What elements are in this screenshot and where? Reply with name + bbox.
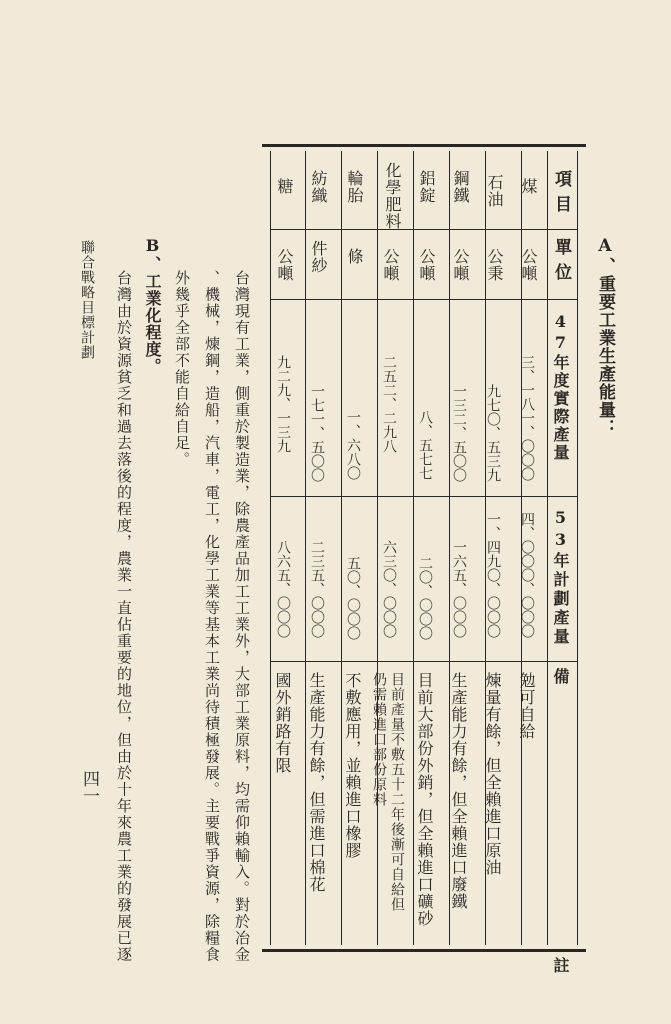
row-item-coal: 煤 — [519, 178, 538, 195]
row-plan: 一、四九〇、〇〇〇 — [485, 512, 501, 638]
row-remarks: 國外銷路有限 — [273, 672, 292, 774]
row-remarks: 煉量有餘，但全賴進口原油 — [483, 672, 502, 876]
row-unit: 公噸 — [381, 248, 400, 282]
header-plan: 53年計劃產量 — [551, 508, 570, 647]
row-plan: 一六五、〇〇〇 — [451, 540, 467, 638]
row-item-sugar: 糖 — [275, 178, 294, 195]
row-remarks: 生產能力有餘，但需進口棉花 — [307, 672, 326, 893]
footer-title: 聯合戰略目標計劃 — [79, 240, 95, 360]
row-actual: 九二九、一三九 — [275, 355, 291, 453]
paragraph-line: 台灣現有工業，側重於製造業，除農產品加工工業外，大部工業原料，均需仰賴輸入。對於冶金 — [233, 270, 251, 963]
page-number: 四一 — [79, 770, 99, 804]
row-actual: 一七一、五〇〇 — [309, 384, 325, 482]
row-item-tires: 輪胎 — [345, 170, 364, 204]
row-unit: 公噸 — [519, 248, 538, 282]
row-unit: 公秉 — [485, 248, 504, 282]
row-item-steel: 鋼鐵 — [451, 170, 470, 204]
row-remarks: 目前大部份外銷，但全賴進口礦砂 — [415, 672, 434, 927]
section-b-heading: B、工業化程度。 — [143, 236, 162, 375]
row-item-petroleum: 石油 — [485, 174, 504, 208]
row-plan: 五〇、〇〇〇 — [345, 556, 361, 640]
row-plan: 二三五、〇〇〇 — [309, 540, 325, 638]
row-remarks: 勉可自給 — [517, 672, 536, 740]
header-remarks: 備 註 — [551, 668, 570, 974]
row-item-aluminum: 鋁錠 — [417, 170, 436, 204]
row-plan: 四、〇〇〇、〇〇〇 — [519, 512, 535, 638]
header-actual: 47年度實際產量 — [551, 312, 570, 462]
row-actual: 三、一八一、〇〇〇 — [519, 355, 535, 481]
row-actual: 八、五七七 — [417, 410, 433, 480]
row-remarks: 不敷應用，並賴進口橡膠 — [343, 672, 362, 859]
row-unit: 公噸 — [451, 248, 470, 282]
paragraph-line: 台灣由於資源貧乏和過去落後的程度，農業一直佔重要的地位，但由於十年來農工業的發展已逐 — [115, 270, 133, 963]
row-item-fertilizer: 化學肥料 — [383, 162, 402, 230]
header-unit: 單位 — [551, 238, 571, 288]
row-unit: 公噸 — [417, 248, 436, 282]
row-plan: 八六五、〇〇〇 — [275, 540, 291, 638]
row-remarks: 目前產量不敷五十二年後漸可自給但 — [389, 672, 405, 912]
row-actual: 二五二、二九八 — [381, 355, 397, 453]
section-a-heading: A、重要工業生產能量： — [595, 236, 615, 437]
row-remarks: 生產能力有餘，但全賴進口廢鐵 — [449, 672, 468, 910]
row-actual: 九七〇、五三九 — [485, 384, 501, 482]
row-plan: 二〇、〇〇〇 — [417, 556, 433, 640]
row-plan: 六三〇、〇〇〇 — [381, 540, 397, 638]
row-remarks: 仍需賴進口部份原料 — [371, 672, 387, 807]
row-actual: 一三二、五〇〇 — [451, 384, 467, 482]
row-actual: 一、六八〇 — [345, 410, 361, 480]
row-unit: 公噸 — [275, 248, 294, 282]
row-unit: 條 — [345, 248, 364, 265]
header-item: 項目 — [551, 170, 571, 220]
paragraph-line: 、機械，煉鋼，造船，汽車，電工，化學工業等基本工業尚待積極發展。主要戰爭資源，除糧食 — [203, 270, 221, 963]
paragraph-line: 外幾乎全部不能自給自足。 — [173, 270, 191, 468]
row-item-textiles: 紡織 — [309, 170, 328, 204]
row-unit: 件紗 — [309, 240, 328, 274]
